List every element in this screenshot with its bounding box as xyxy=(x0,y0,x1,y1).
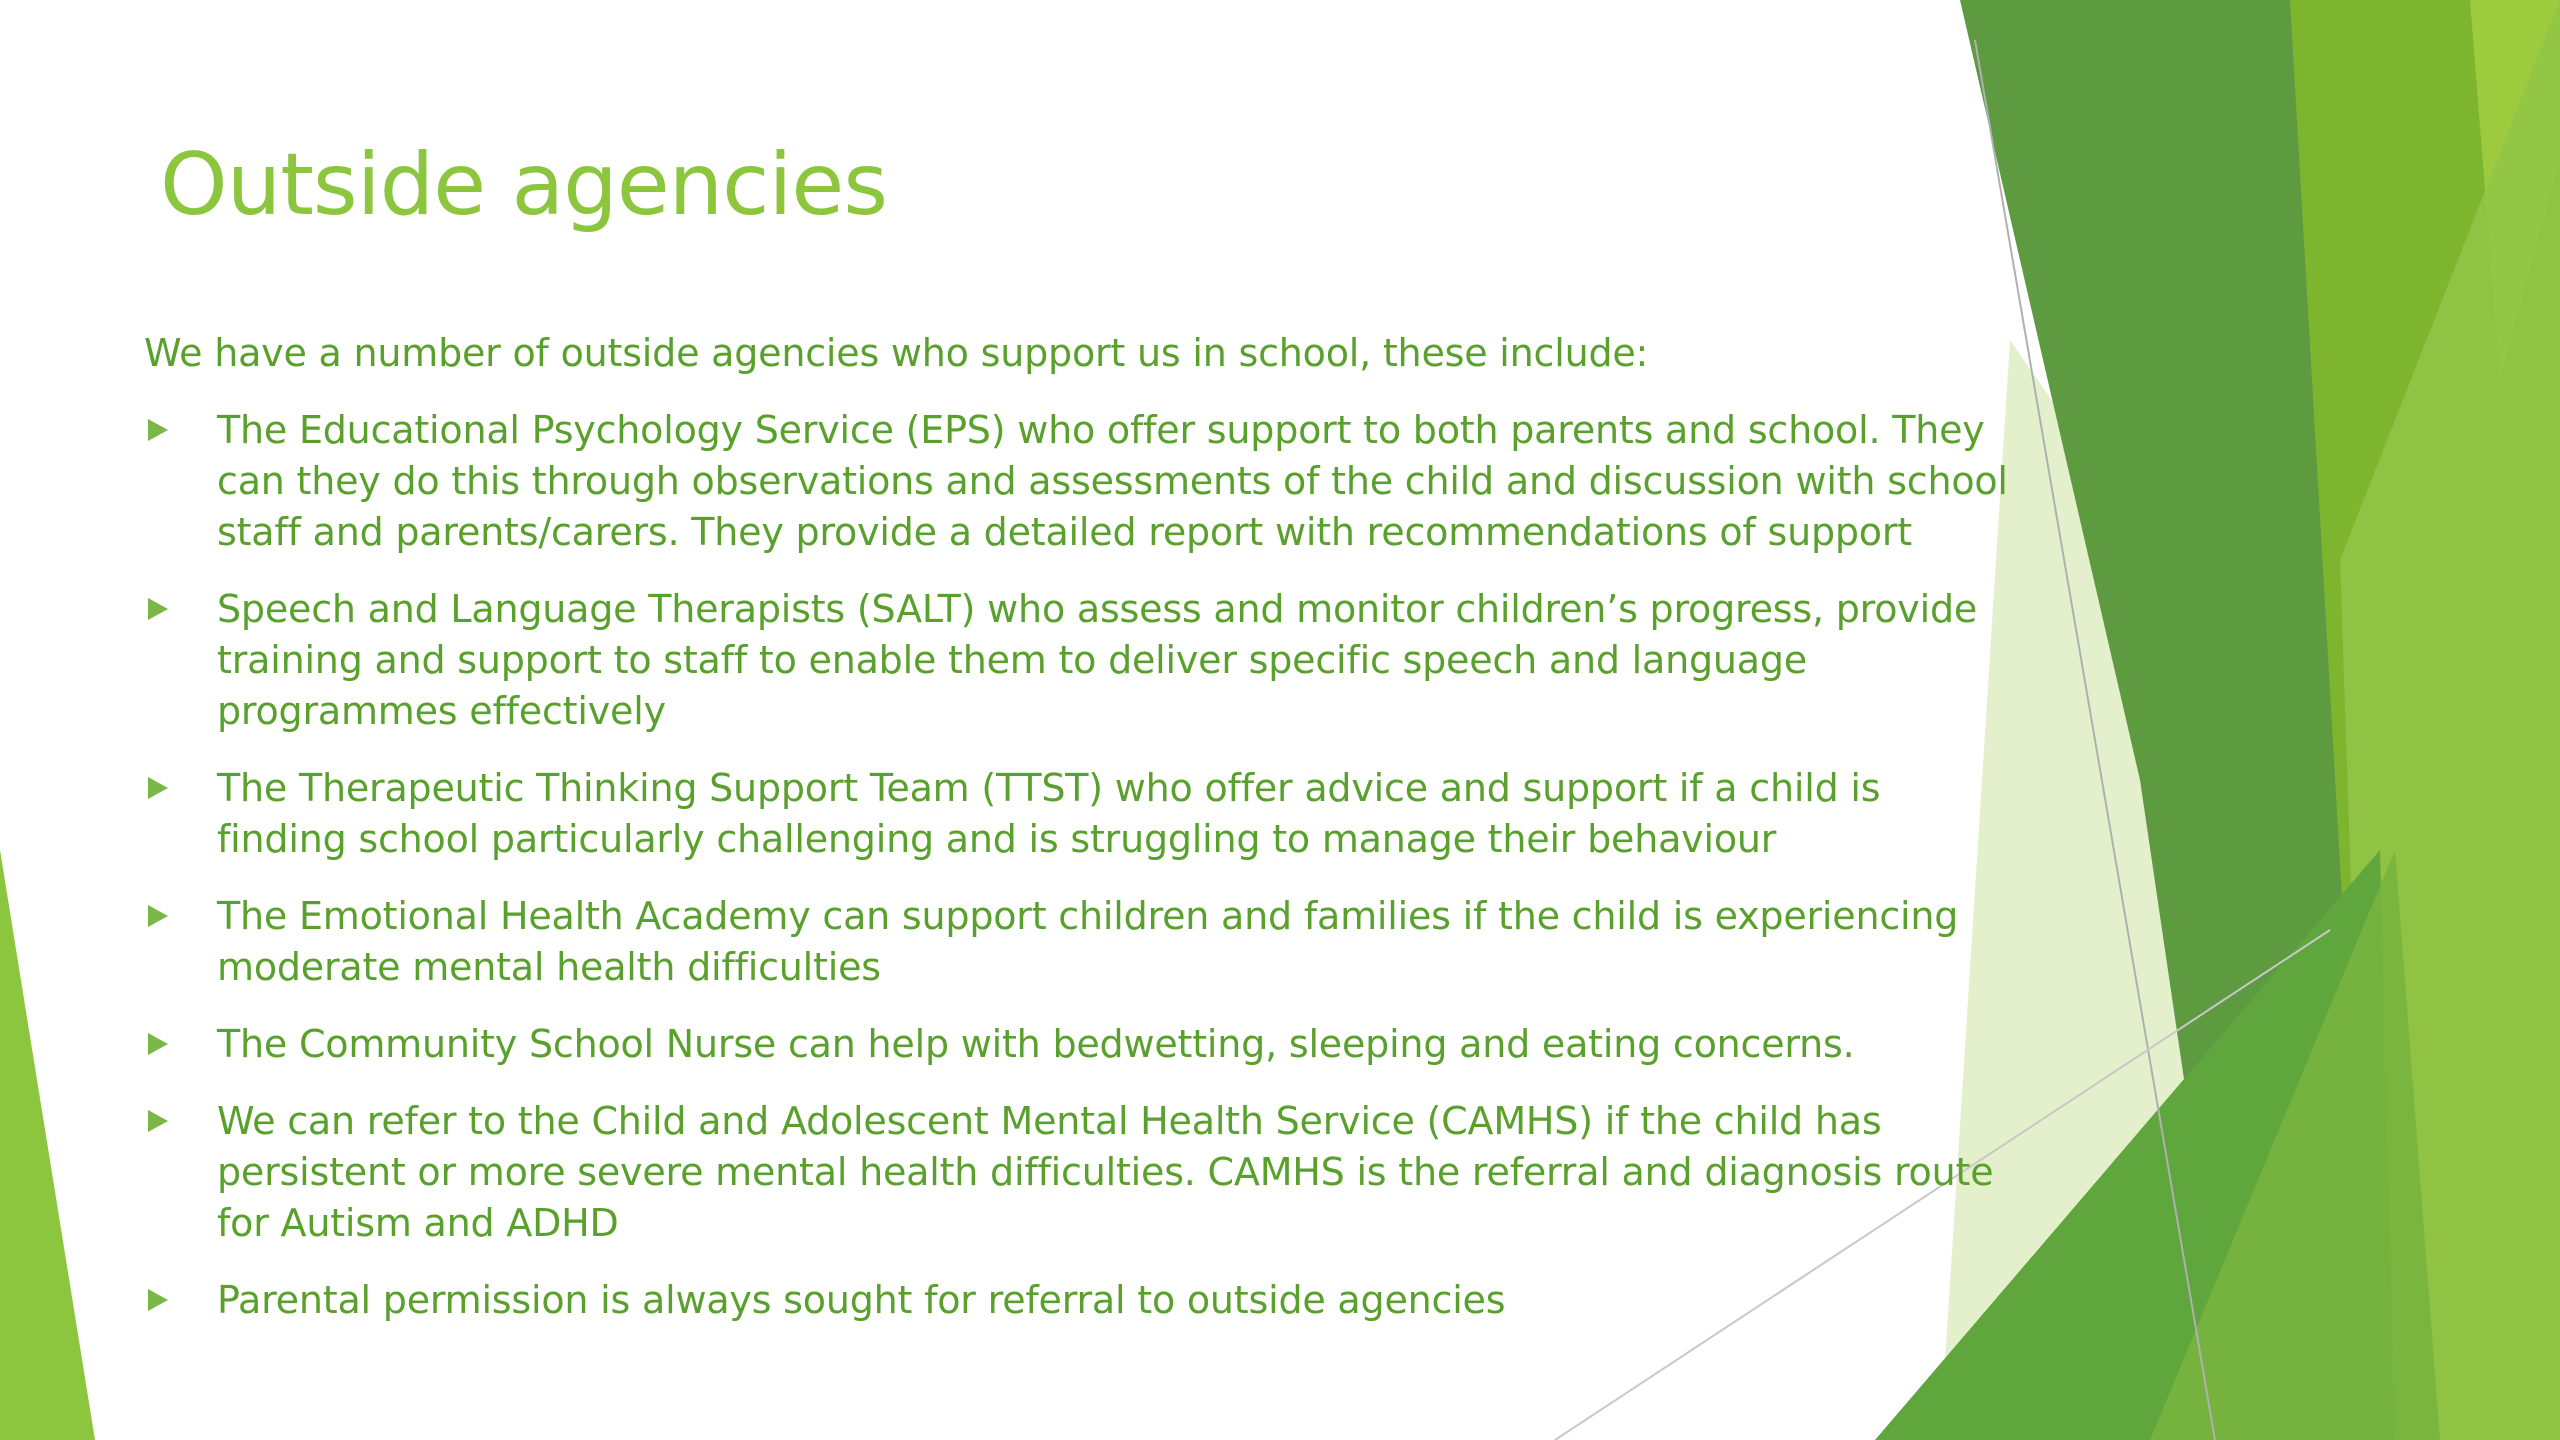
triangle-right-icon xyxy=(148,777,168,799)
list-item-line: staff and parents/carers. They provide a detailed report with recommendations of support xyxy=(217,510,1912,554)
list-item-line: The Educational Psychology Service (EPS) who offer support to both parents and school. They xyxy=(217,408,1985,452)
list-item-line: We can refer to the Child and Adolescent Mental Health Service (CAMHS) if the child has xyxy=(217,1099,1882,1143)
list-item xyxy=(144,1019,2044,1070)
list-item xyxy=(144,1275,2044,1326)
triangle-right-icon xyxy=(148,1289,168,1311)
left-accent-shape xyxy=(0,850,95,1440)
list-item-line: The Community School Nurse can help with bedwetting, sleeping and eating concerns. xyxy=(217,1022,1855,1066)
list-item-line: moderate mental health difficulties xyxy=(217,945,881,989)
slide-content xyxy=(144,328,2044,1352)
list-item-line: The Emotional Health Academy can support children and families if the child is experiencing xyxy=(217,894,1959,938)
triangle-right-icon xyxy=(148,1110,168,1132)
list-item xyxy=(144,405,2044,558)
list-item-line: can they do this through observations and assessments of the child and discussion with school xyxy=(217,459,2008,503)
list-item-line: for Autism and ADHD xyxy=(217,1201,619,1245)
list-item xyxy=(144,1096,2044,1249)
agency-list xyxy=(144,405,2044,1326)
list-item-line: The Therapeutic Thinking Support Team (TTST) who offer advice and support if a child is xyxy=(217,766,1881,810)
list-item-line: Speech and Language Therapists (SALT) who assess and monitor children’s progress, provide xyxy=(217,587,1978,631)
slide-title: Outside agencies xyxy=(160,135,888,235)
list-item-line: Parental permission is always sought for referral to outside agencies xyxy=(217,1278,1506,1322)
list-item-line: programmes effectively xyxy=(217,689,666,733)
list-item-line: training and support to staff to enable them to deliver specific speech and language xyxy=(217,638,1807,682)
list-item-line: persistent or more severe mental health difficulties. CAMHS is the referral and diagnosis route xyxy=(217,1150,1994,1194)
triangle-right-icon xyxy=(148,1033,168,1055)
list-item xyxy=(144,584,2044,737)
intro-text: We have a number of outside agencies who support us in school, these include: xyxy=(144,331,1649,375)
list-item xyxy=(144,763,2044,865)
triangle-right-icon xyxy=(148,419,168,441)
list-item-line: finding school particularly challenging and is struggling to manage their behaviour xyxy=(217,817,1777,861)
triangle-right-icon xyxy=(148,905,168,927)
triangle-right-icon xyxy=(148,598,168,620)
list-item xyxy=(144,891,2044,993)
